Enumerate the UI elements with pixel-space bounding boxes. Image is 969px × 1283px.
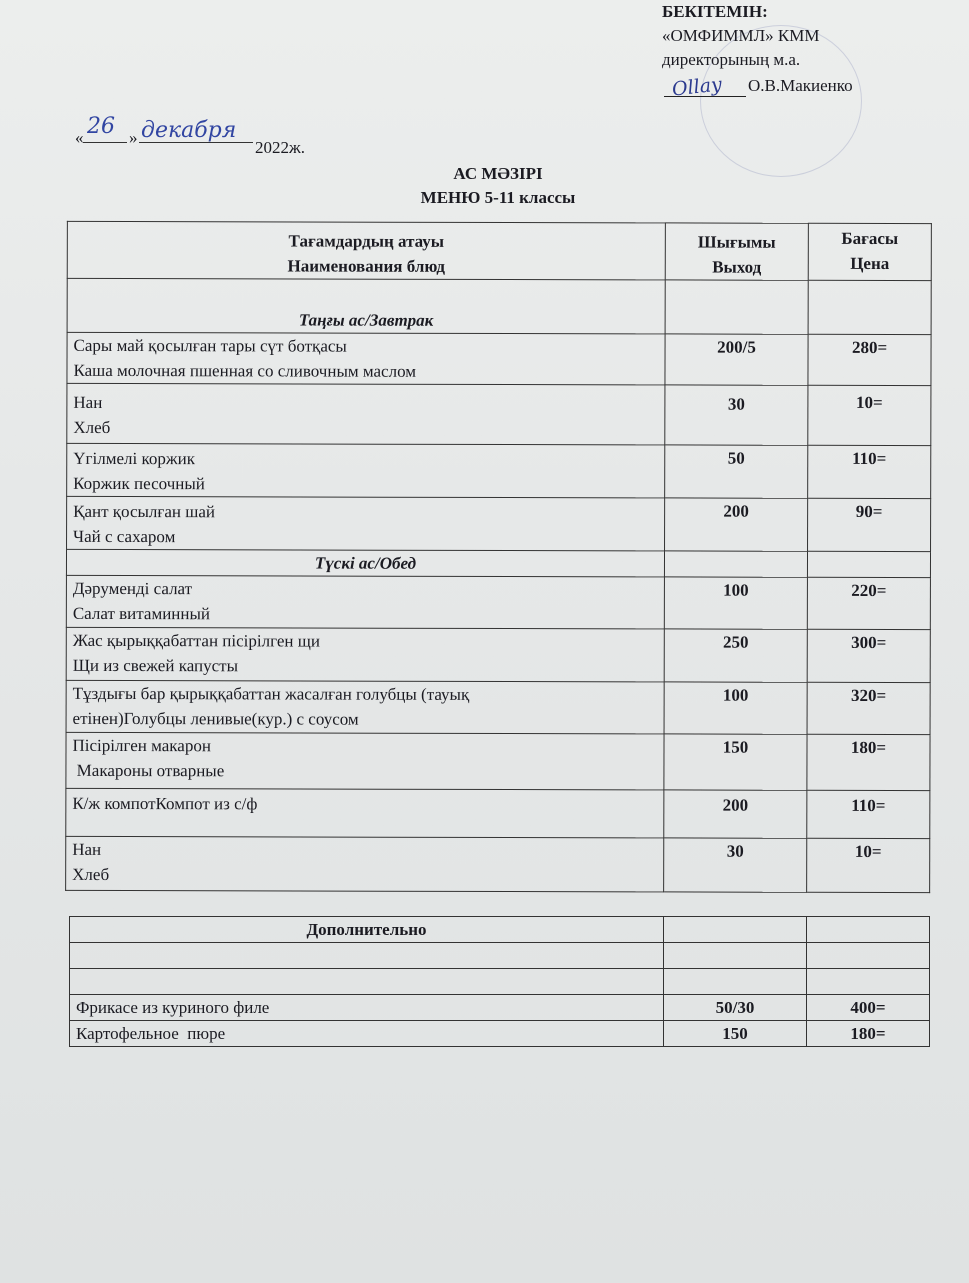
- dish-name-ru: Каша молочная пшенная со сливочным маслом: [73, 360, 417, 381]
- table-row: [67, 496, 931, 551]
- dish-price: 10=: [807, 838, 930, 892]
- header-price-kz: Бағасы: [841, 228, 899, 249]
- dish-name-kz: Сары май қосылған тары сүт ботқасы: [73, 335, 347, 356]
- table-row: [66, 680, 930, 734]
- empty-cell: [807, 551, 930, 577]
- table-header-row: [67, 221, 931, 280]
- dish-yield: 100: [664, 682, 807, 734]
- table-row: [66, 732, 930, 790]
- extra-item-price: 180=: [807, 1021, 930, 1047]
- dish-name-ru: Чай с сахаром: [73, 526, 176, 547]
- table-row: [67, 332, 931, 385]
- table-row: [66, 788, 930, 838]
- dish-name-cell: [67, 383, 665, 445]
- date-day-underline: [83, 142, 127, 143]
- section-breakfast-label: Таңғы ас/Завтрак: [67, 278, 665, 334]
- header-yield-ru: Выход: [712, 257, 762, 277]
- empty-cell: [664, 551, 807, 577]
- date-open-quote: «: [75, 128, 84, 147]
- extra-item-yield: 150: [664, 1021, 807, 1047]
- menu-title-kz: АС МӘЗІРІ: [453, 164, 543, 183]
- approval-heading: БЕКІТЕМІН:: [662, 2, 768, 21]
- dish-name-ru: етінен)Голубцы ленивые(кур.) с соусом: [72, 708, 359, 729]
- dish-price: 220=: [807, 577, 930, 629]
- header-name-ru: Наименования блюд: [287, 256, 446, 276]
- dish-yield: 150: [664, 734, 807, 790]
- table-row: [66, 627, 930, 682]
- approval-position: директорының м.а.: [662, 50, 801, 69]
- header-yield-cell: [665, 223, 808, 280]
- extra-table: [69, 916, 930, 1047]
- dish-name-ru: Хлеб: [72, 864, 110, 884]
- dish-name-cell: [67, 496, 665, 551]
- dish-price: 90=: [808, 498, 931, 551]
- dish-name-ru: Салат витаминный: [72, 603, 211, 624]
- dish-yield: 200/5: [665, 334, 808, 385]
- empty-cell: [807, 943, 930, 969]
- extra-item-name: Фрикасе из куриного филе: [70, 995, 664, 1021]
- table-row: [66, 575, 930, 629]
- extra-header: Дополнительно: [70, 917, 664, 943]
- dish-yield: 200: [665, 498, 808, 551]
- signature: Ollay: [670, 73, 723, 101]
- approval-block: [662, 0, 819, 72]
- dish-name-cell: [66, 575, 664, 629]
- dish-name-kz: Қант қосылған шай: [73, 501, 216, 522]
- dish-name-cell: [66, 627, 664, 682]
- dish-price: 300=: [807, 629, 930, 682]
- dish-yield: 50: [665, 445, 808, 498]
- empty-cell: [664, 969, 807, 995]
- table-row: [70, 995, 930, 1021]
- section-lunch-row: [66, 549, 930, 577]
- empty-cell: [807, 969, 930, 995]
- dish-price: 10=: [808, 385, 931, 445]
- dish-yield: 200: [664, 790, 807, 838]
- table-row: [67, 383, 931, 445]
- dish-name-ru: Щи из свежей капусты: [72, 655, 239, 676]
- header-price-cell: [808, 223, 931, 280]
- date-month: декабря: [141, 118, 237, 143]
- menu-title-ru: МЕНЮ 5-11 классы: [420, 188, 576, 207]
- empty-cell: [664, 917, 807, 943]
- dish-name-cell: [66, 680, 664, 734]
- dish-name-cell: [66, 732, 664, 790]
- dish-name-cell: [67, 332, 665, 385]
- dish-name-kz: Нан: [73, 392, 103, 412]
- dish-name-ru: Хлеб: [73, 417, 111, 437]
- extra-header-row: [70, 917, 930, 943]
- dish-name-kz: К/ж компотКомпот из с/ф: [72, 793, 258, 814]
- extra-item-price: 400=: [807, 995, 930, 1021]
- dish-yield: 30: [665, 385, 808, 445]
- date-close-quote: »: [129, 128, 138, 147]
- dish-yield: 30: [664, 838, 807, 892]
- table-row: [70, 1021, 930, 1047]
- dish-yield: 250: [664, 629, 807, 682]
- dish-name-kz: Үгілмелі коржик: [73, 448, 195, 469]
- dish-name-kz: Нан: [72, 839, 102, 859]
- empty-cell: [665, 280, 808, 334]
- dish-price: 320=: [807, 682, 930, 734]
- dish-name-cell: [66, 836, 664, 892]
- table-row: [67, 443, 931, 498]
- empty-cell: [807, 917, 930, 943]
- dish-yield: 100: [664, 577, 807, 629]
- section-breakfast-row: [67, 278, 931, 334]
- extra-item-yield: 50/30: [664, 995, 807, 1021]
- date-day: 26: [87, 114, 115, 139]
- header-yield-kz: Шығымы: [697, 232, 776, 252]
- dish-name-cell: [66, 788, 664, 838]
- dish-name-ru: Коржик песочный: [73, 473, 205, 494]
- dish-price: 180=: [807, 734, 930, 790]
- dish-name-kz: Тұздығы бар қырыққабаттан жасалған голубцы (тауық: [72, 683, 470, 704]
- empty-cell: [808, 280, 931, 334]
- section-lunch-label: Түскі ас/Обед: [66, 549, 664, 577]
- menu-table: [65, 221, 932, 893]
- date-year: 2022ж.: [255, 138, 305, 157]
- dish-name-kz: Дәруменді салат: [72, 578, 193, 599]
- dish-name-ru: Макароны отварные: [72, 760, 225, 781]
- extra-empty-row: [70, 943, 930, 969]
- dish-name-cell: [67, 443, 665, 498]
- dish-name-kz: Жас қырыққабаттан пісірілген щи: [72, 630, 320, 651]
- extra-empty-row: [70, 969, 930, 995]
- dish-name-kz: Пісірілген макарон: [72, 735, 211, 756]
- approval-org: «ОМФИММЛ» КММ: [662, 26, 820, 45]
- empty-cell: [70, 969, 664, 995]
- dish-price: 110=: [807, 790, 930, 838]
- dish-price: 280=: [808, 334, 931, 385]
- header-price-ru: Цена: [850, 253, 890, 274]
- empty-cell: [664, 943, 807, 969]
- extra-item-name: Картофельное пюре: [70, 1021, 664, 1047]
- empty-cell: [70, 943, 664, 969]
- header-name-cell: [67, 221, 665, 280]
- table-row: [66, 836, 930, 892]
- director-name: О.В.Макиенко: [748, 76, 853, 95]
- header-name-kz: Тағамдардың атауы: [288, 231, 445, 251]
- dish-price: 110=: [808, 445, 931, 498]
